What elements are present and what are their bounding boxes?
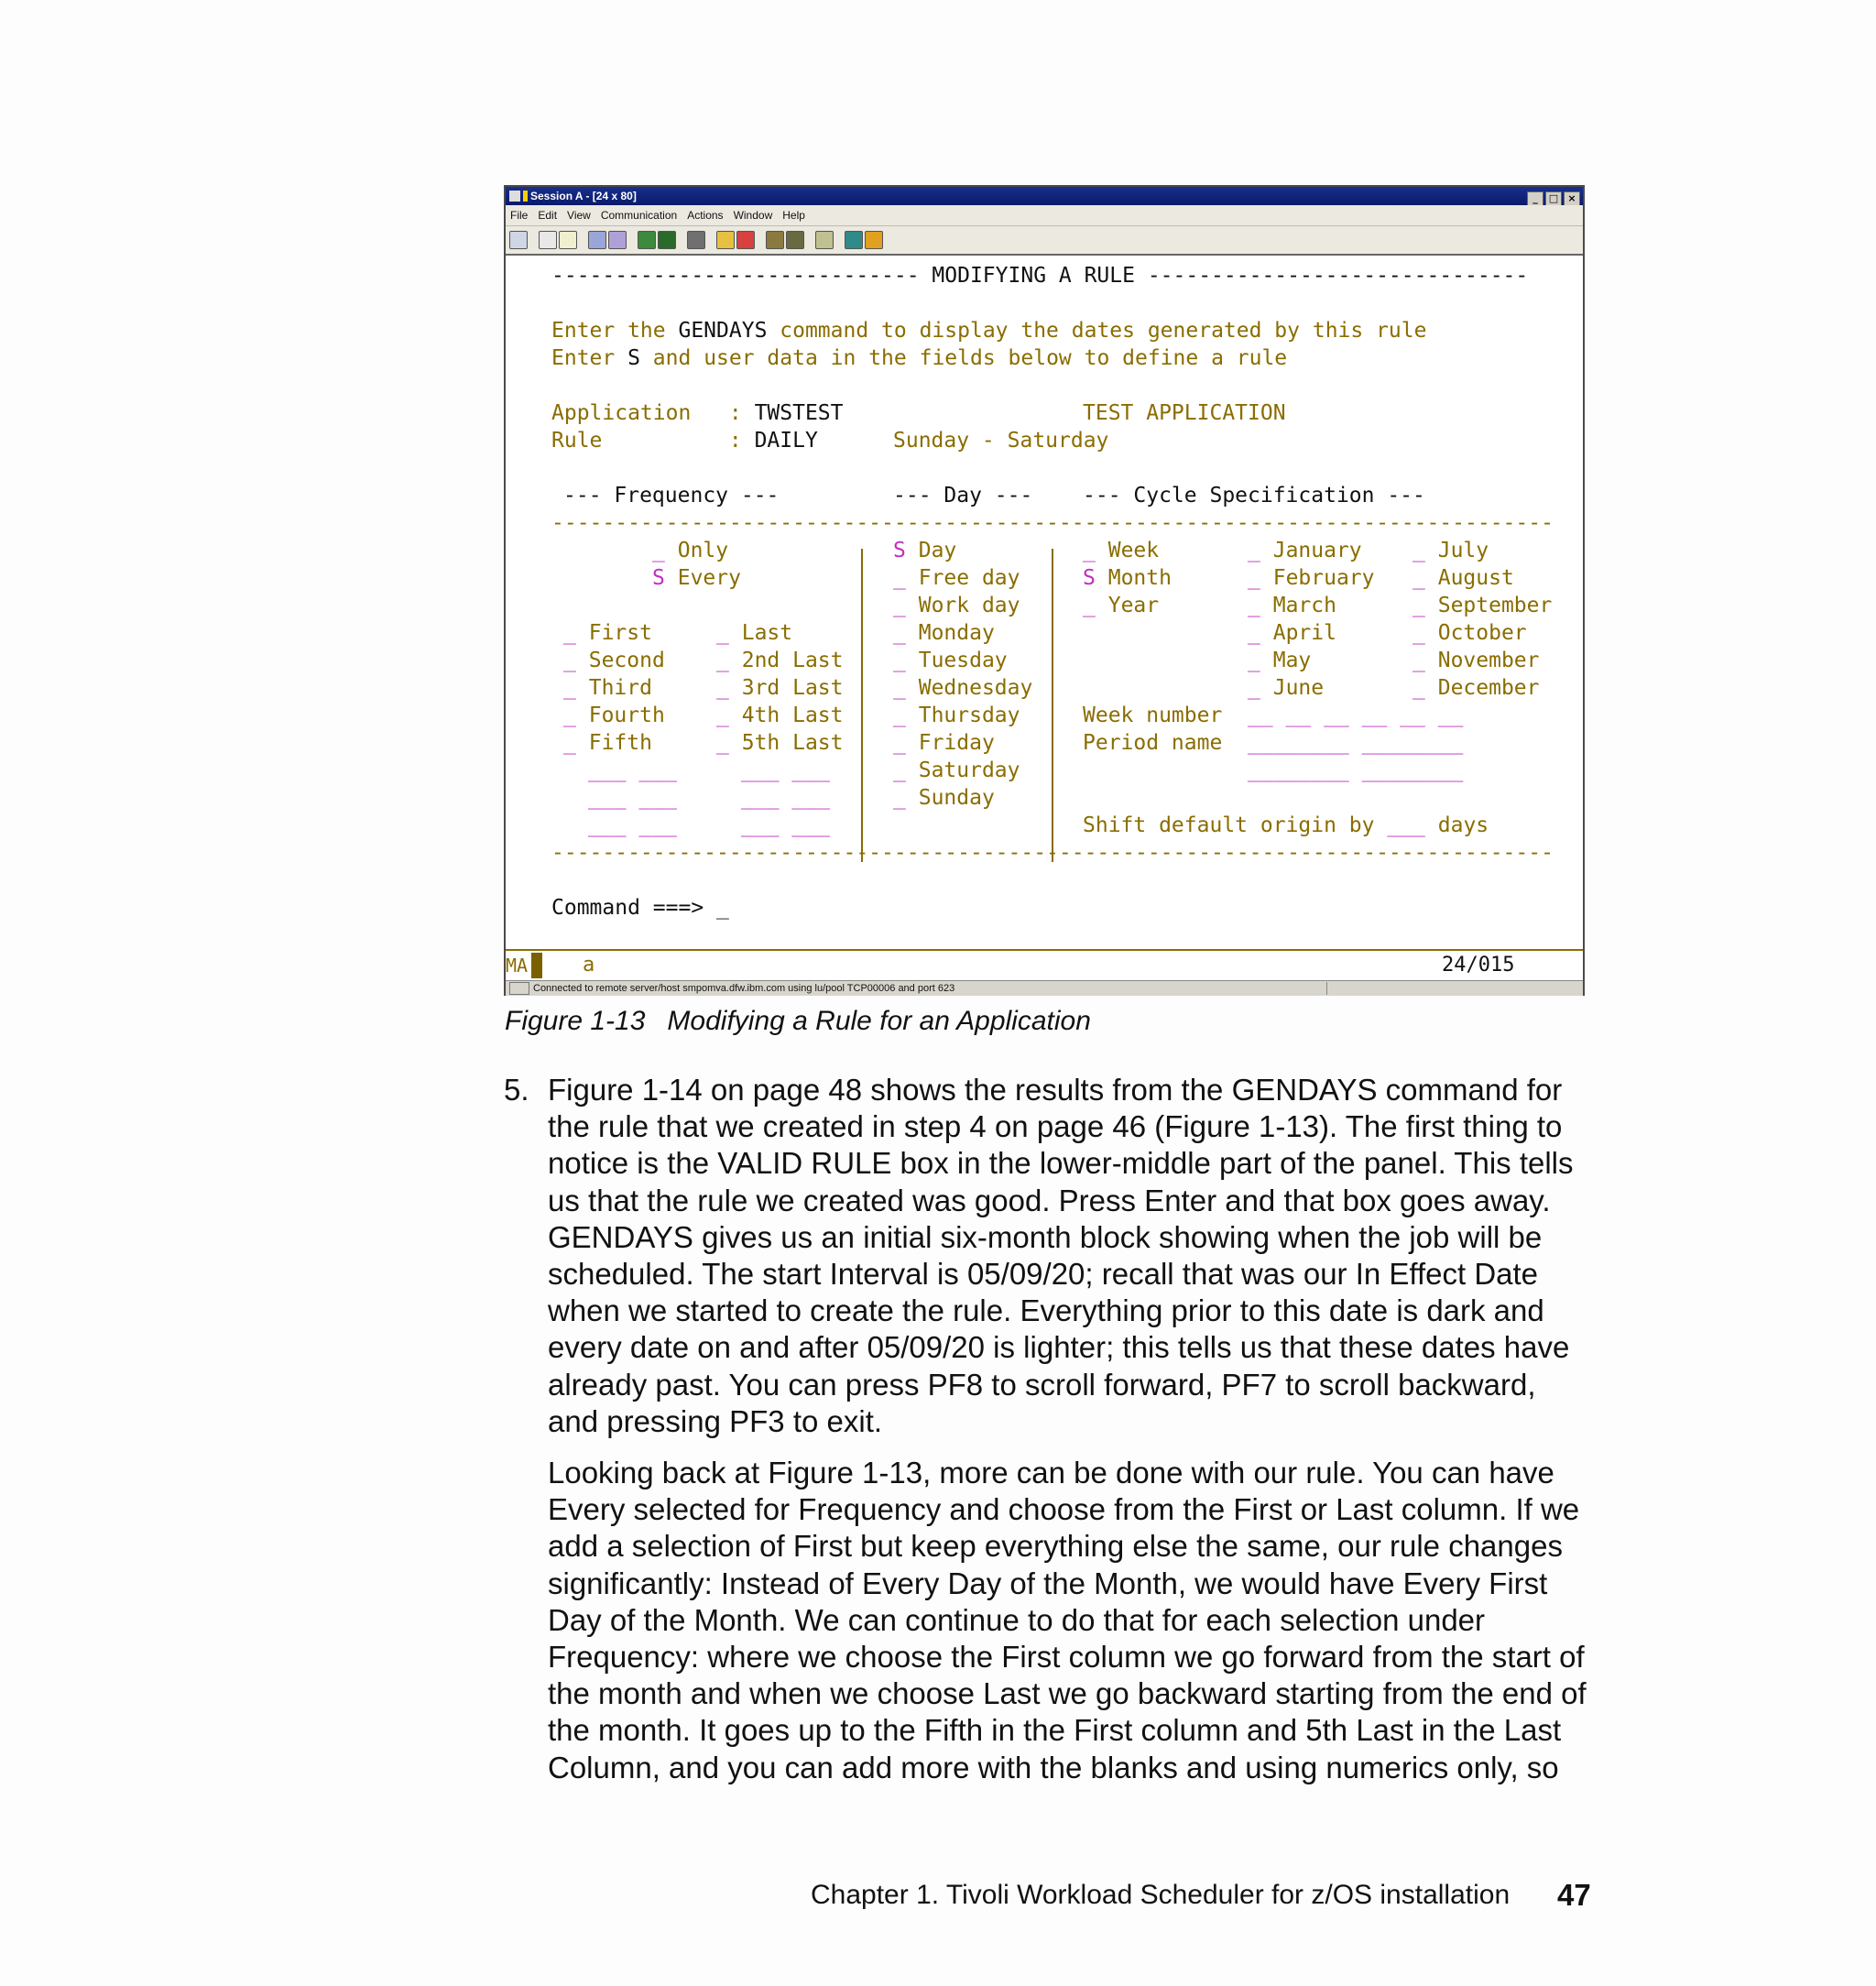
4th-last-option[interactable]: _ 4th Last: [716, 704, 844, 727]
friday-option[interactable]: _ Friday: [893, 731, 995, 755]
menu-bar: [506, 205, 1583, 226]
thursday-option[interactable]: _ Thursday: [893, 704, 1020, 727]
macro-stop-icon[interactable]: [736, 231, 755, 249]
first-blank-field[interactable]: ___ ___: [588, 786, 677, 810]
march-option[interactable]: _ March: [1248, 594, 1336, 617]
january-option[interactable]: _ January: [1248, 539, 1362, 562]
menu-window[interactable]: Window: [733, 209, 773, 222]
rule-description: Sunday - Saturday: [893, 429, 1109, 453]
fifth-option[interactable]: _ Fifth: [563, 731, 652, 755]
instruction-line-2: Enter S and user data in the fields below to define a rule: [551, 346, 1288, 370]
window-title: Session A - [24 x 80]: [530, 190, 637, 202]
frequency-every[interactable]: S Every: [652, 566, 741, 590]
last-option[interactable]: _ Last: [716, 621, 793, 645]
february-option[interactable]: _ February: [1248, 566, 1375, 590]
wednesday-option[interactable]: _ Wednesday: [893, 676, 1033, 700]
menu-file[interactable]: File: [510, 209, 529, 222]
list-item-number: 5.: [504, 1073, 529, 1107]
title-bar: [506, 187, 1583, 205]
connect-icon[interactable]: [845, 231, 863, 249]
work-day-option[interactable]: _ Work day: [893, 594, 1020, 617]
macro-play-icon[interactable]: [766, 231, 784, 249]
first-blank-field[interactable]: ___ ___: [588, 758, 677, 782]
week-number-fields[interactable]: __ __ __ __ __ __: [1248, 704, 1464, 727]
frequency-heading: --- Frequency ---: [563, 484, 780, 507]
mode-indicator: MA: [506, 955, 529, 977]
year-cycle-option[interactable]: _ Year: [1083, 594, 1160, 617]
figure-number: Figure 1-13: [505, 1006, 646, 1036]
application-description: TEST APPLICATION: [1083, 401, 1286, 425]
disconnect-icon[interactable]: [865, 231, 883, 249]
macro-record-icon[interactable]: [716, 231, 735, 249]
maximize-button[interactable]: □: [1545, 191, 1562, 206]
status-bar: [506, 980, 1583, 996]
first-option[interactable]: _ First: [563, 621, 652, 645]
rule-row: Rule : DAILY: [551, 429, 818, 453]
week-number-label: Week number: [1083, 704, 1223, 727]
may-option[interactable]: _ May: [1248, 649, 1312, 672]
october-option[interactable]: _ October: [1412, 621, 1527, 645]
second-option[interactable]: _ Second: [563, 649, 665, 672]
last-blank-field[interactable]: ___ ___: [741, 786, 830, 810]
divider-top: -------------------------------------------------------------------------------: [551, 511, 1554, 535]
command-input[interactable]: _: [716, 896, 729, 920]
command-line: Command ===> _: [551, 896, 729, 920]
menu-view[interactable]: View: [567, 209, 591, 222]
column-separator-2: [1052, 549, 1053, 862]
paragraph-2: Looking back at Figure 1-13, more can be done with our rule. You can have Every selected for Frequency and choose from the First or Last column. If we add a selection of First but keep everything else the same, our rule changes significantly: Instead of Every Day of the Month, we would have Every First Day of the Month. We can continue to do that for each selection under Frequency: where we choose the First column we go forward from the start of the month and when we choose Last we go backward starting from the end of the month. It goes up to the Fifth in the First column and 5th Last in the Last Column, and you can add more with the blanks and using numerics only, so: [548, 1456, 1587, 1784]
session-icon: [523, 191, 528, 202]
operator-info-area: [506, 949, 1583, 982]
cursor-position: 24/015: [1442, 954, 1515, 977]
connection-icon: [509, 982, 529, 995]
cycle-heading: --- Cycle Specification ---: [1083, 484, 1425, 507]
2nd-last-option[interactable]: _ 2nd Last: [716, 649, 844, 672]
third-option[interactable]: _ Third: [563, 676, 652, 700]
display-setup-icon[interactable]: [638, 231, 656, 249]
saturday-option[interactable]: _ Saturday: [893, 758, 1020, 782]
free-day-option[interactable]: _ Free day: [893, 566, 1020, 590]
clipboard-icon[interactable]: [815, 231, 834, 249]
august-option[interactable]: _ August: [1412, 566, 1514, 590]
close-button[interactable]: ×: [1564, 191, 1580, 206]
june-option[interactable]: _ June: [1248, 676, 1325, 700]
page-number: 47: [1557, 1878, 1591, 1912]
sunday-option[interactable]: _ Sunday: [893, 786, 995, 810]
macro-edit-icon[interactable]: [786, 231, 804, 249]
shift-origin-row: Shift default origin by ___ days: [1083, 813, 1489, 837]
status-text: Connected to remote server/host smpomva.dfw.ibm.com using lu/pool TCP00006 and port 623: [533, 983, 955, 994]
april-option[interactable]: _ April: [1248, 621, 1336, 645]
monday-option[interactable]: _ Monday: [893, 621, 995, 645]
paragraph-1: Figure 1-14 on page 48 shows the results from the GENDAYS command for the rule that we created in step 4 on page 46 (Figure 1-13). The first thing to notice is the VALID RULE box in the lower-middle part of the panel. This tells us that the rule we created was good. Press Enter and that box goes away. GENDAYS gives us an initial six-month block showing when the job will be scheduled. The start Interval is 05/09/20; recall that was our In Effect Date when we started to create the rule. Everything prior to this date is dark and every date on and after 05/09/20 is lighter; this tells us that these dates have already past. You can press PF8 to scroll forward, PF7 to scroll backward, and pressing PF3 to exit.: [548, 1073, 1574, 1438]
3rd-last-option[interactable]: _ 3rd Last: [716, 676, 844, 700]
week-cycle-option[interactable]: _ Week: [1083, 539, 1160, 562]
day-heading: --- Day ---: [893, 484, 1033, 507]
period-name-fields[interactable]: ________ ________: [1248, 758, 1464, 782]
day-option[interactable]: S Day: [893, 539, 957, 562]
december-option[interactable]: _ December: [1412, 676, 1540, 700]
first-blank-field[interactable]: ___ ___: [588, 813, 677, 837]
terminal-window: [504, 185, 1585, 996]
minimize-button[interactable]: _: [1527, 191, 1543, 206]
terminal-screen[interactable]: [506, 256, 1583, 949]
status-separator: [1326, 982, 1327, 995]
period-name-label: Period name: [1083, 731, 1223, 755]
session-letter: a: [583, 954, 595, 977]
chapter-footer: Chapter 1. Tivoli Workload Scheduler for z/OS installation: [811, 1880, 1511, 1910]
5th-last-option[interactable]: _ 5th Last: [716, 731, 844, 755]
paste-icon[interactable]: [559, 231, 577, 249]
instruction-line-1: Enter the GENDAYS command to display the dates generated by this rule: [551, 319, 1427, 343]
july-option[interactable]: _ July: [1412, 539, 1489, 562]
toolbar: [506, 226, 1583, 256]
shift-days-field[interactable]: ___: [1387, 813, 1425, 837]
figure-caption: [505, 1006, 1091, 1037]
panel-header: ----------------------------- MODIFYING A RULE ------------------------------: [551, 264, 1529, 288]
keyboard-map-icon[interactable]: [687, 231, 705, 249]
menu-communication[interactable]: Communication: [600, 209, 678, 222]
frequency-only[interactable]: _ Only: [652, 539, 729, 562]
send-file-icon[interactable]: [588, 231, 606, 249]
system-menu-icon[interactable]: [509, 191, 520, 202]
figure-title: Modifying a Rule for an Application: [667, 1006, 1091, 1036]
copy-icon[interactable]: [539, 231, 557, 249]
receive-file-icon[interactable]: [608, 231, 627, 249]
fourth-option[interactable]: _ Fourth: [563, 704, 665, 727]
tuesday-option[interactable]: _ Tuesday: [893, 649, 1008, 672]
menu-actions[interactable]: Actions: [687, 209, 724, 222]
period-name-fields[interactable]: ________ ________: [1248, 731, 1464, 755]
color-map-icon[interactable]: [658, 231, 676, 249]
application-row: Application : TWSTEST: [551, 401, 844, 425]
month-cycle-option[interactable]: S Month: [1083, 566, 1172, 590]
column-separator-1: [861, 549, 863, 862]
september-option[interactable]: _ September: [1412, 594, 1553, 617]
last-blank-field[interactable]: ___ ___: [741, 813, 830, 837]
mode-block: [531, 953, 542, 978]
last-blank-field[interactable]: ___ ___: [741, 758, 830, 782]
menu-edit[interactable]: Edit: [538, 209, 558, 222]
menu-help[interactable]: Help: [782, 209, 805, 222]
november-option[interactable]: _ November: [1412, 649, 1540, 672]
divider-bottom: -------------------------------------------------------------------------------: [551, 841, 1554, 865]
print-screen-icon[interactable]: [509, 231, 528, 249]
